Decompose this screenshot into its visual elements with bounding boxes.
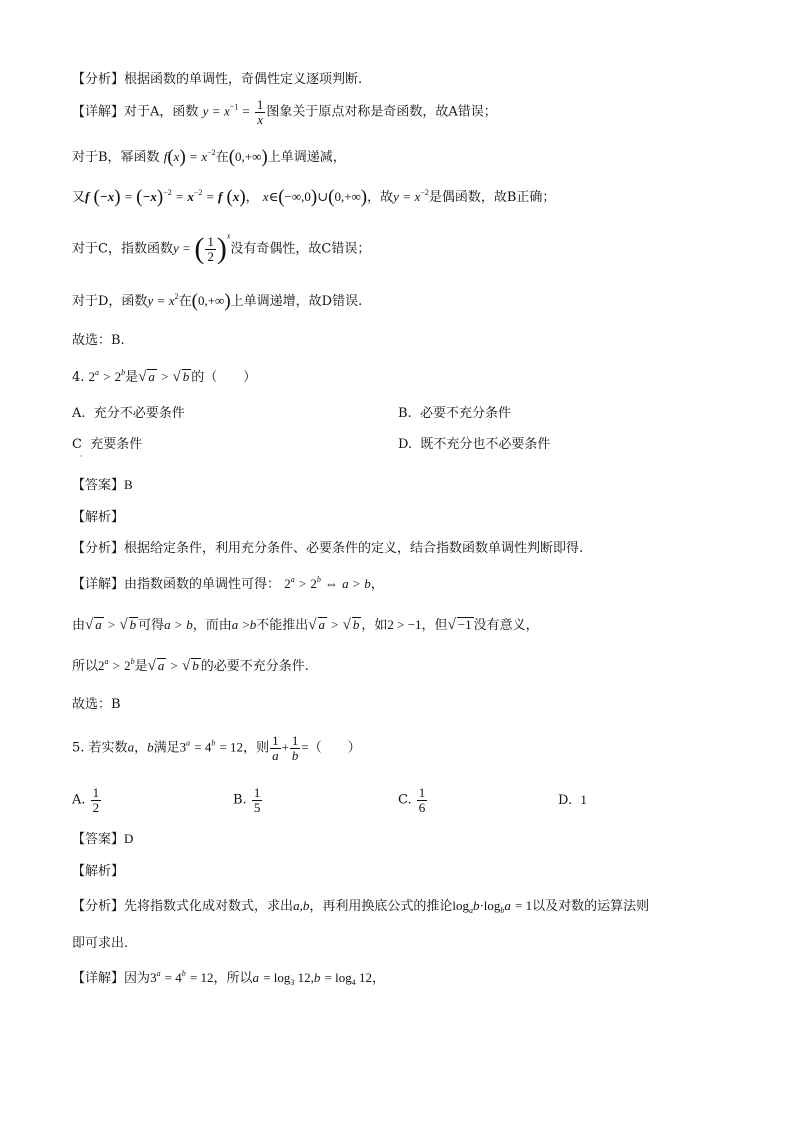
option-num: 1 <box>253 785 261 800</box>
q4-option-c[interactable] <box>72 433 142 452</box>
answer-value: D <box>124 831 134 846</box>
q5-detail-line: 【 详解 】 因为$3^a = 4^b = 12$，所以$a = \log_3 12,b = \log_4 12$， <box>72 967 385 986</box>
text-segment: 又 <box>72 190 86 205</box>
q4-detail-line-2: 由√ a > √ b 可得a > b，而由a >b不能推出√ a > √ b ，如2 > −1，但√ −1 没有意义， <box>72 617 539 633</box>
text-segment: 可得 <box>138 618 165 633</box>
text-segment: ，所以 <box>213 971 253 986</box>
analysis-tag: 【 分析 】 <box>72 899 124 914</box>
text-segment: ， <box>371 971 385 986</box>
detail-tag: 【 详解 】 <box>72 971 124 986</box>
text-segment: ，再利用换底公式的推论 <box>309 899 453 914</box>
text-segment: ，而由 <box>192 618 232 633</box>
text-segment: 的必要不充分条件. <box>200 659 309 674</box>
analysis-tag: 【 分析 】 <box>72 541 124 556</box>
answer-tag: 【 答案 】 <box>72 832 124 847</box>
text-segment: 没有奇偶性，故C错误； <box>230 241 371 257</box>
option-label: D. <box>558 793 573 808</box>
analysis-text: 根据函数的单调性，奇偶性定义逐项判断. <box>124 72 363 87</box>
option-text: 充要条件 <box>90 437 143 452</box>
text-segment: 在 <box>178 294 192 309</box>
option-label: B. <box>233 792 247 808</box>
q3-detail-b2-line: 又f $(-x) = (-x)^{-2} = x^{-2} = f$ (x)， x∈(−∞,0)∪(0,+∞)，故$y = x^{-2}$是偶函数，故B正确； <box>72 186 556 208</box>
text-segment: 的（ ） <box>191 370 257 385</box>
q3-detail-b-line: 对于B，幂函数 $f(x) = x^{-2}$在(0,+∞)上单调递减， <box>72 146 346 168</box>
text-segment: 不能推出 <box>256 618 309 633</box>
solution-tag: 【 解析 】 <box>72 864 124 879</box>
text-segment: 是 <box>134 659 148 674</box>
text-segment: 图象关于原点对称是奇函数，故A错误； <box>266 104 497 120</box>
detail-tag: 【 详解 】 <box>72 105 124 120</box>
option-text: 充分不必要条件 <box>93 406 185 421</box>
text-segment: 是偶函数，故B正确； <box>428 190 556 205</box>
text-segment: 由 <box>72 618 86 633</box>
q5-analysis-line-2: 即可求出. <box>72 936 129 951</box>
q4-option-a[interactable] <box>72 402 185 421</box>
q4-option-d[interactable] <box>398 433 550 452</box>
question-number: 4. <box>72 370 85 385</box>
q4-solution-line <box>72 506 124 525</box>
q4-analysis-line <box>72 537 583 556</box>
option-label: D. <box>398 437 413 452</box>
text-segment: 对于A，函数 <box>124 104 199 120</box>
text-segment: 在 <box>215 150 229 165</box>
q3-detail-c-line: 对于C，指数函数y = ( $\frac{1}{2}$ )$^x$没有奇偶性，故C错误； <box>72 231 371 265</box>
text-segment: 上单调递减， <box>267 150 346 165</box>
q5-answer-line <box>72 828 133 847</box>
analysis-text: 根据给定条件，利用充分条件、必要条件的定义，结合指数函数单调性判断即得. <box>124 541 584 556</box>
text-segment: 没有意义， <box>473 618 539 633</box>
option-label: A. <box>72 792 86 808</box>
q5-option-a[interactable] <box>72 786 102 814</box>
text-segment: 由指数函数的单调性可得： <box>124 577 281 592</box>
text-segment: 以及对数的运算法则 <box>532 899 650 914</box>
option-label: A. <box>72 406 86 421</box>
q4-stem: 4. 2$^a$ > 2$^b$是√ a > √ b 的（ ） <box>72 368 257 385</box>
option-den: 2 <box>92 799 100 815</box>
q4-final-line: 故选：B <box>72 697 121 712</box>
option-label: C. <box>398 792 412 808</box>
q5-option-d[interactable] <box>558 792 587 808</box>
text-segment: 对于B，幂函数 <box>72 150 160 165</box>
option-label: C <box>72 437 82 452</box>
text-segment: 是 <box>125 370 139 385</box>
q5-analysis-line: 【 分析 】 先将指数式化成对数式，求出a,b，再利用换底公式的推论$\log_ab\cdot\log_ba = 1$以及对数的运算法则 <box>72 895 649 914</box>
q5-option-c[interactable] <box>398 786 428 814</box>
q3-analysis-line <box>72 68 362 87</box>
q3-detail-d-line: 对于D，函数$y = x^2$在(0,+∞)上单调递增，故D错误. <box>72 290 363 312</box>
option-den: 6 <box>418 799 426 815</box>
q3-answer-line: 故选：B. <box>72 333 125 348</box>
text-segment: 上单调递增，故D错误. <box>230 294 363 309</box>
text-segment: ，但 <box>421 618 448 633</box>
option-den: 5 <box>253 799 261 815</box>
q4-detail-line: 【 详解 】 由指数函数的单调性可得： 2$^a$ > 2$^b$ ⇔ a > b， <box>72 573 384 592</box>
question-number: 5. <box>72 740 85 756</box>
q4-answer-line <box>72 474 133 493</box>
q5-option-b[interactable] <box>233 786 263 814</box>
text-segment: ，则 <box>243 740 270 756</box>
q3-detail-a-line: 【 详解 】 对于A，函数 $y = x^{-1}$ = $\frac{1}{x}$ 图象关于原点对称是奇函数，故A错误； <box>72 98 497 126</box>
q4-option-b[interactable] <box>398 402 511 421</box>
option-num: 1 <box>418 785 426 800</box>
text-segment: （ ） <box>308 740 361 756</box>
math-formula: y <box>202 103 209 119</box>
analysis-tag: 【 分析 】 <box>72 72 124 87</box>
stray-dot: · <box>80 452 83 461</box>
option-text: 既不充分也不必要条件 <box>420 437 551 452</box>
option-text: 必要不充分条件 <box>419 406 511 421</box>
option-num: 1 <box>92 785 100 800</box>
q5-solution-line <box>72 860 124 879</box>
q5-stem: 5. 若实数a，b满足$3^a = 4^b = 12$，则 $\frac{1}{a}$ + $\frac{1}{b}$ =（ ） <box>72 733 361 763</box>
q4-detail-line-3: 所以2$^a$ > 2$^b$是√ a > √ b 的必要不充分条件. <box>72 657 309 674</box>
text-segment: 若实数 <box>88 740 128 756</box>
option-text: 1 <box>580 792 587 807</box>
text-segment: 所以 <box>72 659 99 674</box>
detail-tag: 【 详解 】 <box>72 577 124 592</box>
text-segment: ，如 <box>361 618 388 633</box>
text-segment: ，故 <box>367 190 394 205</box>
text-segment: 先将指数式化成对数式，求出 <box>124 899 294 914</box>
text-segment: 因为 <box>124 971 151 986</box>
answer-tag: 【 答案 】 <box>72 478 124 493</box>
answer-value: B <box>124 477 133 492</box>
text-segment: 对于C，指数函数 <box>72 241 173 257</box>
fraction: $\frac{1}{x}$ <box>256 97 264 127</box>
text-segment: 对于D，函数 <box>72 294 148 309</box>
solution-tag: 【 解析 】 <box>72 510 124 525</box>
text-segment: 满足 <box>153 740 180 756</box>
option-label: B. <box>398 406 412 421</box>
